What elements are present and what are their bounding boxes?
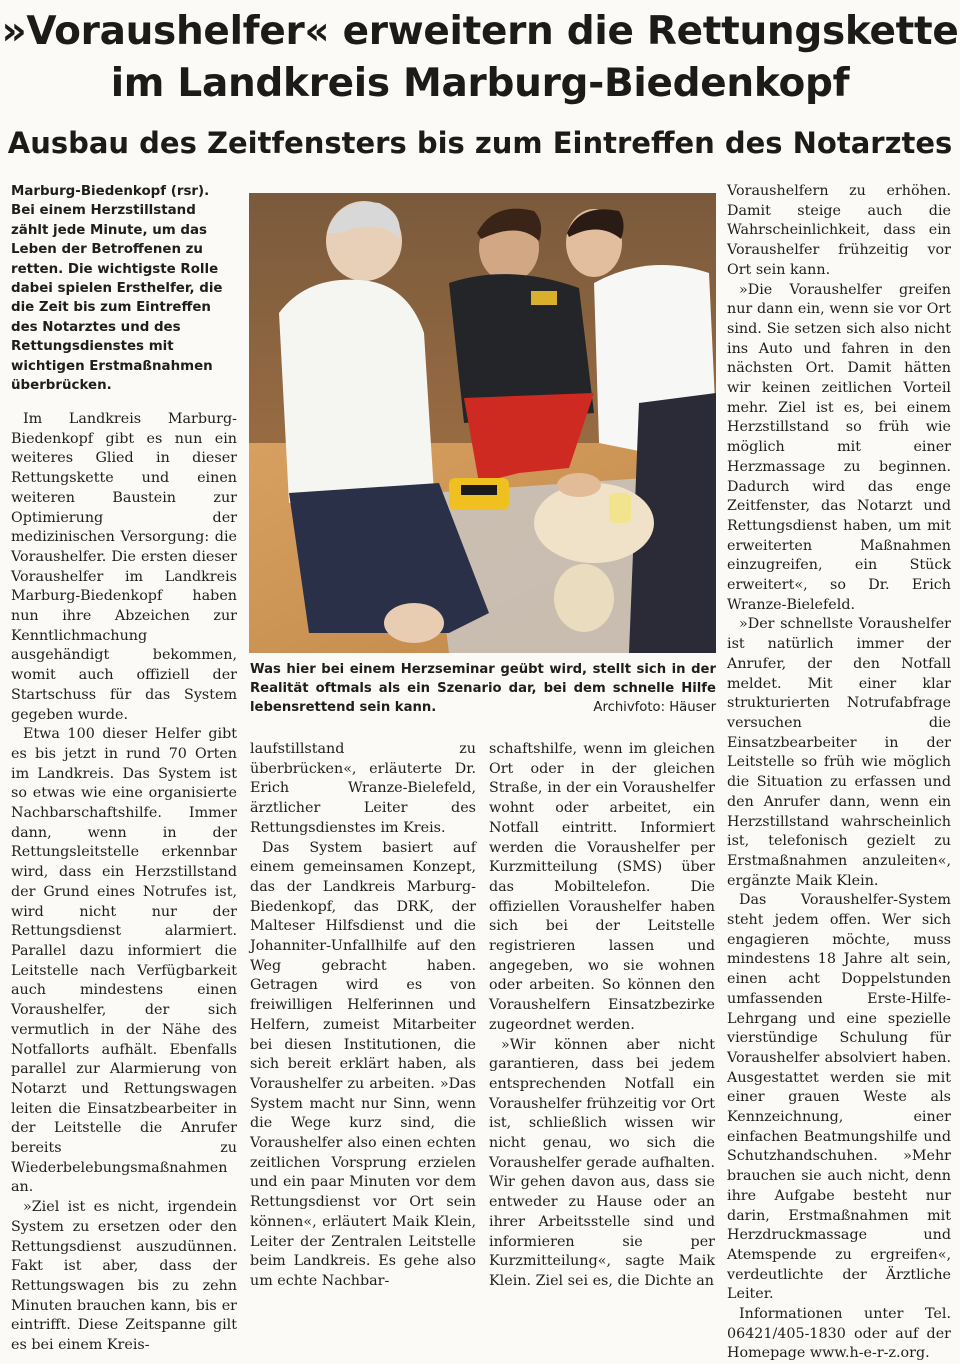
headline-line-2: im Landkreis Marburg-Biedenkopf [110, 61, 850, 106]
paragraph: »Der schnellste Voraushelfer ist natürlich immer der Anrufer, der den Notfall meldet. Mit einer klar strukturierten Notrufabfrage versuchen die Einsatzbearbeiter in der Leitstelle so früh wie möglich die Situation zu erfassen und den Anrufer dann, wenn ein Herzstillstand wahrscheinlich ist, telefonisch gezielt zu Erstmaßnahmen anzuleiten«, ergänzte Maik Klein. [727, 616, 951, 889]
photo-caption [250, 660, 716, 717]
column-1-lead [11, 182, 237, 395]
photo-credit: Archivfoto: Häuser [593, 700, 716, 715]
paragraph: Voraushelfern zu erhöhen. Damit steige auch die Wahrscheinlichkeit, dass ein Voraushelfer frühzeitig vor Ort sein kann. [727, 183, 951, 278]
lead-paragraph: Marburg-Biedenkopf (rsr). Bei einem Herzstillstand zählt jede Minute, um das Leben der Betroffenen zu retten. Die wichtigste Rolle dabei spielen Ersthelfer, die die Zeit bis zum Eintreffen des Notarztes und des Rettungsdienstes mit wichtigen Erstmaßnahmen überbrücken. [11, 184, 223, 394]
paragraph: laufstillstand zu überbrücken«, erläuterte Dr. Erich Wranze-Bielefeld, ärztlicher Leiter des Rettungsdienstes im Kreis. [250, 741, 476, 836]
paragraph: »Die Voraushelfer greifen nur dann ein, wenn sie vor Ort sind. Sie setzen sich also nicht ins Auto und fahren in den nächsten Ort. Damit hätten wir keinen zeitlichen Vorteil mehr. Ziel ist es, bei einem Herzstillstand so früh wie möglich mit einer Herzmassage zu beginnen. Dadurch wird das enge Zeitfenster, das Notarzt und Rettungsdienst haben, um mit erweiterten Maßnahmen einzugreifen, ein Stück erweitert«, so Dr. Erich Wranze-Bielefeld. [727, 281, 951, 613]
paragraph: schaftshilfe, wenn im gleichen Ort oder in der gleichen Straße, in der ein Voraushelfer wohnt oder arbeitet, ein Notfall eintritt. Informiert werden die Voraushelfer per Kurzmitteilung (SMS) über das Mobiltelefon. Die offiziellen Voraushelfer haben sich bei der Leitstelle registrieren lassen und angegeben, wo sie wohnen oder arbeiten. So können den Voraushelfern Einsatzbezirke zugeordnet werden. [489, 741, 715, 1033]
article-photo [249, 193, 716, 653]
paragraph: Das Voraushelfer-System steht jedem offen. Wer sich engagieren möchte, muss mindestens 18 Jahre alt sein, einen acht Doppelstunden umfassenden Erste-Hilfe-Lehrgang und eine spezielle vierstündige Schulung für Voraushelfer absolviert haben. Ausgestattet werden sie mit einer grauen Weste als Kennzeichnung, einer einfachen Beatmungshilfe und Schutzhandschuhen. »Mehr brauchen sie auch nicht, denn ihre Aufgabe besteht nur darin, Erstmaßnahmen mit Herzdruckmassage und Atemspende zu ergreifen«, verdeutlichte der Ärztliche Leiter. [727, 892, 951, 1303]
paragraph: Informationen unter Tel. 06421/405-1830 oder auf der Homepage www.h-e-r-z.org. [727, 1306, 951, 1362]
paragraph: »Wir können aber nicht garantieren, dass bei jedem entsprechenden Notfall ein Voraushelfer frühzeitig vor Ort ist, schließlich wissen wir nicht genau, wo sich die Voraushelfer gerade aufhalten. Wir gehen davon aus, dass sie entweder zu Hause oder an ihrer Arbeitsstelle sind und informieren sie per Kurzmitteilung«, sagte Maik Klein. Ziel sei es, die Dichte an [489, 1036, 715, 1289]
paragraph: Im Landkreis Marburg-Biedenkopf gibt es nun ein weiteres Glied in dieser Rettungskette und einen weiteren Baustein zur Optimierung der medizinischen Versorgung: die Voraushelfer. Die ersten dieser Voraushelfer im Landkreis Marburg-Biedenkopf haben nun ihre Abzeichen zur Kenntlichmachung ausgehändigt bekommen, womit auch offiziell der Startschuss für das System gegeben wurde. [11, 411, 237, 723]
column-2 [250, 740, 476, 1292]
paragraph: Das System basiert auf einem gemeinsamen Konzept, das der Landkreis Marburg-Biedenkopf, das DRK, der Malteser Hilfsdienst und die Johanniter-Unfallhilfe auf den Weg gebracht haben. Getragen wird es von freiwilligen Helferinnen und Helfern, zumeist Mitarbeiter bei diesen Institutionen, die sich bereit erklärt haben, als Voraushelfer zu arbeiten. »Das System macht nur Sinn, wenn die Wege kurz sind, die Voraushelfer also einen echten zeitlichen Vorsprung erzielen und ein paar Minuten vor dem Rettungsdienst vor Ort sein können«, erläutert Maik Klein, Leiter der Zentralen Leitstelle beim Landkreis. Es gehe also um echte Nachbar- [250, 839, 476, 1289]
subheadline: Ausbau des Zeitfensters bis zum Eintreffen des Notarztes [7, 126, 953, 160]
paragraph: »Ziel ist es nicht, irgendein System zu ersetzen oder den Rettungsdienst auszudünnen. Fakt ist aber, dass der Rettungswagen bis zu zehn Minuten brauchen kann, bis er eintrifft. Diese Zeitspanne gilt es bei einem Kreis- [11, 1199, 237, 1354]
column-3 [489, 740, 715, 1292]
column-1 [11, 410, 237, 1356]
headline-line-1: »Voraushelfer« erweitern die Rettungskette [1, 9, 959, 54]
column-4 [727, 182, 951, 1364]
paragraph: Etwa 100 dieser Helfer gibt es bis jetzt in rund 70 Orten im Landkreis. Das System ist so etwas wie eine organisierte Nachbarschaftshilfe. Immer dann, wenn in der Rettungsleitstelle erkennbar wird, dass ein Herzstillstand der Grund eines Notrufes ist, wird nicht nur der Rettungsdienst alarmiert. Parallel dazu informiert die Leitstelle nach Verfügbarkeit auch mindestens einen Voraushelfer, der sich vermutlich in der Nähe des Notfallorts aufhält. Ebenfalls parallel zur Alarmierung von Notarzt und Rettungswagen leiten die Einsatzbearbeiter in der Leitstelle die Anrufer bereits zu Wiederbelebungsmaßnahmen an. [11, 726, 237, 1196]
caption-text: Was hier bei einem Herzseminar geübt wird, stellt sich in der Realität oftmals als ein Szenario dar, bei dem schnelle Hilfe lebensrettend sein kann. [250, 662, 716, 715]
